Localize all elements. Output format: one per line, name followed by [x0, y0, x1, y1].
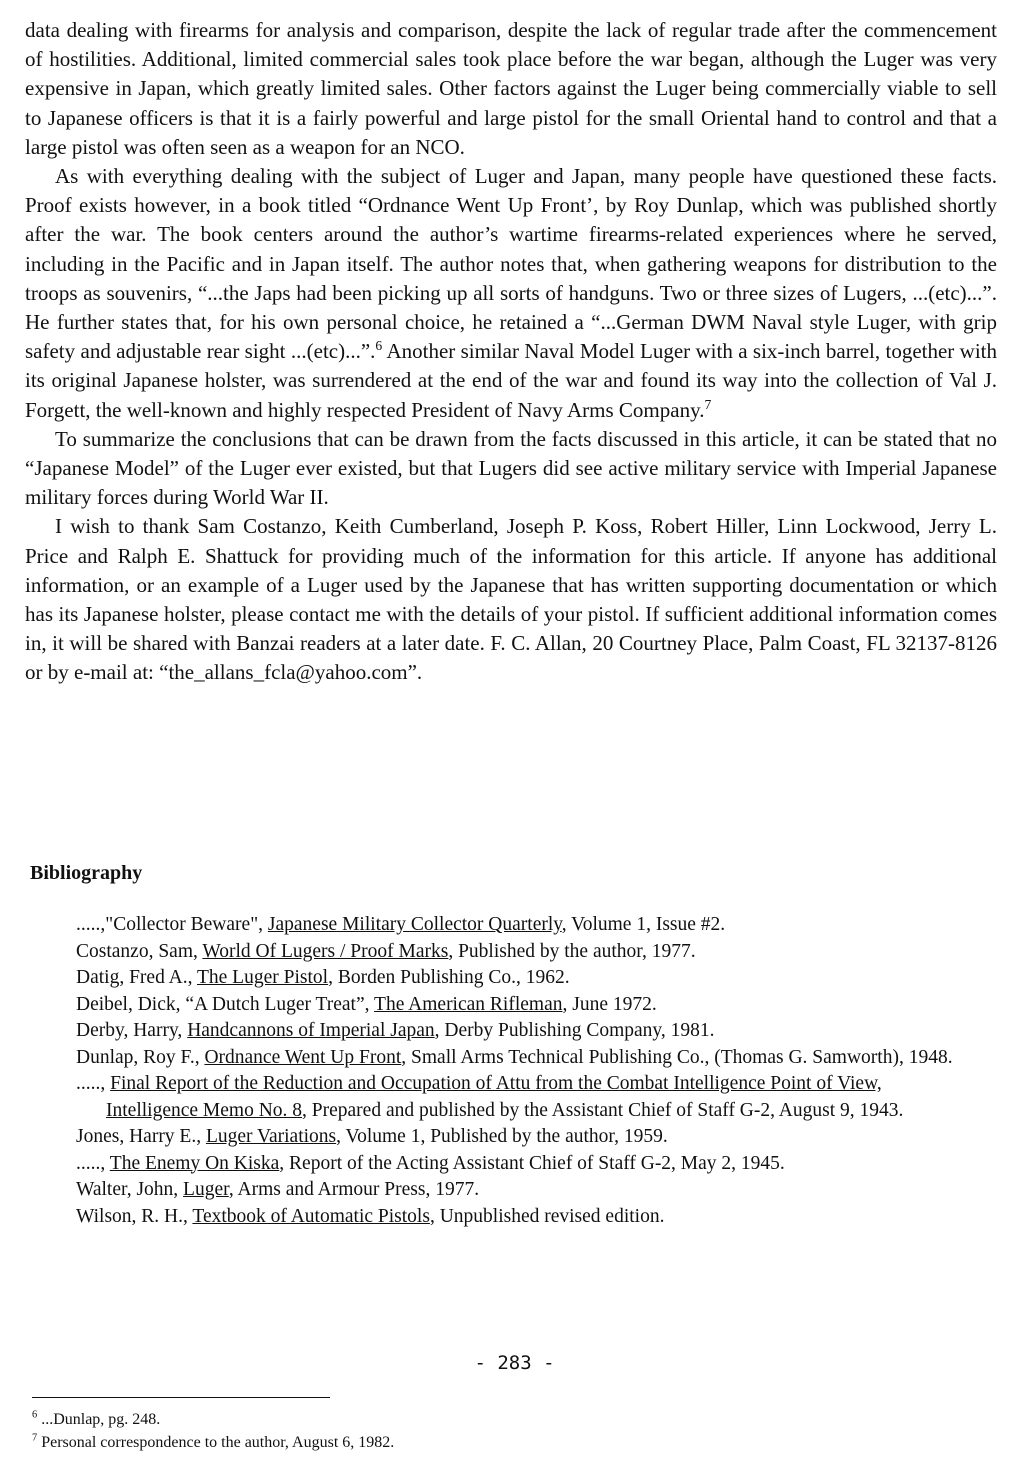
bibliography-entry: [76, 1071, 976, 1124]
entry-author: Deibel, Dick, “A Dutch Luger Treat”,: [76, 993, 375, 1015]
entry-details: , June 1972.: [562, 993, 657, 1015]
entry-details: , Report of the Acting Assistant Chief of Staff G-2, May 2, 1945.: [279, 1152, 785, 1174]
page-number: - 283 -: [474, 1352, 555, 1374]
entry-title: Japanese Military Collector Quarterly: [267, 914, 562, 935]
entry-author: Jones, Harry E.,: [76, 1126, 206, 1147]
bibliography-entry: [76, 1018, 976, 1045]
entry-details: , Arms and Armour Press, 1977.: [228, 1179, 480, 1200]
bibliography-entry: [76, 1124, 976, 1151]
bibliography-entry: [76, 965, 976, 992]
entry-title: The Enemy On Kiska: [109, 1152, 280, 1174]
entry-title: Textbook of Automatic Pistols: [192, 1205, 430, 1227]
entry-details: , Prepared and published by the Assistant Chief of Staff G-2, August 9, 1943.: [302, 1099, 904, 1121]
bibliography-entry: [76, 912, 976, 939]
entry-details: , Unpublished revised edition.: [429, 1205, 665, 1227]
footnote-mark: 6: [32, 1409, 38, 1421]
paragraph-4: I wish to thank Sam Costanzo, Keith Cumberland, Joseph P. Koss, Robert Hiller, Linn Lockwood, Jerry L. Price and Ralph E. Shattuck for providing much of the information for this article. If anyone has additional information, or an example of a Luger used by the Japanese that has written supporting documentation or which has its Japanese holster, please contact me with the details of your pistol. If sufficient additional information comes in, it will be shared with Banzai readers at a later date. F. C. Allan, 20 Courtney Place, Palm Coast, FL 32137-8126 or by e-mail at: “the_allans_fcla@yahoo.com”.: [25, 514, 997, 685]
entry-details: , Derby Publishing Company, 1981.: [434, 1020, 715, 1041]
footnote-7: [32, 1431, 932, 1454]
entry-author: Derby, Harry,: [76, 1020, 188, 1041]
entry-title: Ordnance Went Up Front: [204, 1046, 402, 1068]
entry-title: Luger Variations: [205, 1126, 337, 1147]
paragraph-2: [25, 162, 997, 425]
footnote-text: Personal correspondence to the author, August 6, 1982.: [37, 1434, 395, 1451]
entry-author: Dunlap, Roy F.,: [76, 1046, 205, 1068]
entry-title: Final Report of the Reduction and Occupation of Attu from the Combat Intelligence Point of View, Intelligence Memo No. 8: [106, 1073, 882, 1121]
footnote-6: [32, 1408, 932, 1431]
entry-details: , Small Arms Technical Publishing Co., (Thomas G. Samworth), 1948.: [401, 1046, 953, 1068]
bibliography-heading: Bibliography: [30, 862, 143, 884]
entry-title: Luger: [183, 1179, 229, 1200]
footnote-divider: [32, 1397, 330, 1398]
bibliography-entry: [76, 939, 976, 966]
entry-author: Datig, Fred A.,: [76, 967, 197, 988]
paragraph-2-text-b: Another similar Naval Model Luger with a six-inch barrel, together with its original Japanese holster, was surrendered at the end of the war and found its way into the collection of Val J. Forgett, the well-known and highly respected President of Navy Arms Company.: [25, 339, 997, 422]
article-body: [25, 16, 997, 688]
entry-details: , Published by the author, 1977.: [448, 940, 696, 962]
bibliography-list: [76, 912, 976, 1230]
entry-author: .....,: [76, 1152, 110, 1174]
entry-details: , Borden Publishing Co., 1962.: [328, 967, 570, 988]
footnote-ref-6: 6: [375, 338, 383, 354]
entry-author: .....,"Collector Beware",: [76, 914, 268, 935]
entry-title: The Luger Pistol: [196, 967, 329, 988]
entry-author: .....,: [76, 1073, 111, 1094]
entry-details: , Volume 1, Issue #2.: [561, 914, 726, 935]
paragraph-1: data dealing with firearms for analysis and comparison, despite the lack of regular trade after the commencement of hostilities. Additional, limited commercial sales took place before the war began, although the Luger was very expensive in Japan, which greatly limited sales. Other factors against the Luger being commercially viable to sell to Japanese officers is that it is a fairly powerful and large pistol for the small Oriental hand to control and that a large pistol was often seen as a weapon for an NCO.: [25, 18, 997, 159]
entry-author: Costanzo, Sam,: [76, 940, 203, 962]
footnotes: [32, 1408, 932, 1454]
footnote-text: ...Dunlap, pg. 248.: [37, 1411, 161, 1428]
entry-author: Walter, John,: [76, 1179, 184, 1200]
bibliography-entry: [76, 1204, 976, 1231]
entry-details: , Volume 1, Published by the author, 1959.: [336, 1126, 668, 1147]
entry-title: World Of Lugers / Proof Marks: [202, 940, 449, 962]
paragraph-3: To summarize the conclusions that can be drawn from the facts discussed in this article, it can be stated that no “Japanese Model” of the Luger ever existed, but that Lugers did see active military service with Imperial Japanese military forces during World War II.: [25, 426, 997, 510]
footnote-ref-7: 7: [704, 396, 712, 412]
entry-title: The American Rifleman: [374, 993, 563, 1015]
entry-title: Handcannons of Imperial Japan: [187, 1020, 435, 1041]
bibliography-entry: [76, 1177, 976, 1204]
bibliography-entry: [76, 1045, 976, 1072]
entry-author: Wilson, R. H.,: [76, 1205, 193, 1227]
bibliography-entry: [76, 1151, 976, 1178]
paragraph-2-text-a: As with everything dealing with the subject of Luger and Japan, many people have questioned these facts. Proof exists however, in a book titled “Ordnance Went Up Front’, by Roy Dunlap, which was published shortly after the war. The book centers around the author’s wartime firearms-related experiences where he served, including in the Pacific and in Japan itself. The author notes that, when gathering weapons for distribution to the troops as souvenirs, “...the Japs had been picking up all sorts of handguns. Two or three sizes of Lugers, ...(etc)...”. He further states that, for his own personal choice, he retained a “...German DWM Naval style Luger, with grip safety and adjustable rear sight ...(etc)...”.: [25, 164, 997, 364]
footnote-mark: 7: [32, 1432, 38, 1444]
bibliography-entry: [76, 992, 976, 1019]
